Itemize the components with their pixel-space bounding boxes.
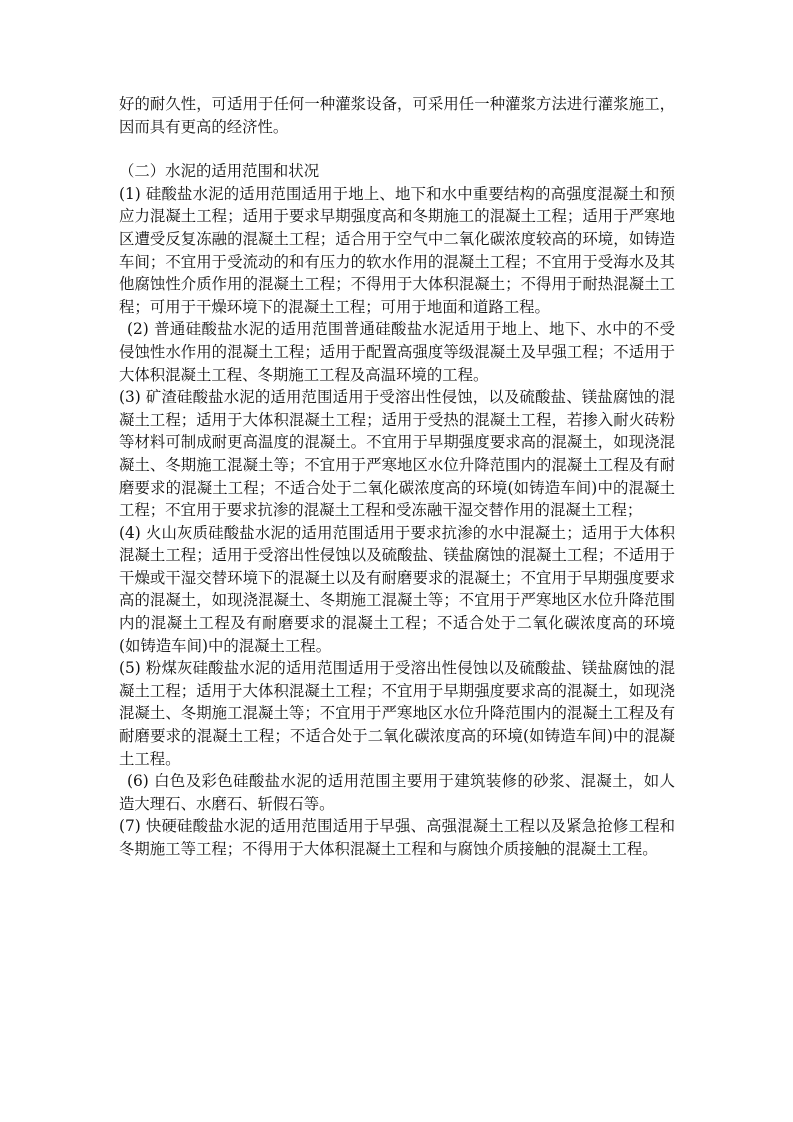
item-2-paragraph: (2) 普通硅酸盐水泥的适用范围普通硅酸盐水泥适用于地上、地下、水中的不受侵蚀性水作用的混凝土工程；适用于配置高强度等级混凝土及早强工程；不适用于大体积混凝土工程、冬期施工工程及高温环境的工程。 (119, 320, 675, 384)
item-6-paragraph: (6) 白色及彩色硅酸盐水泥的适用范围主要用于建筑装修的砂浆、混凝土，如人造大理石、水磨石、斩假石等。 (119, 772, 675, 813)
item-5-paragraph: (5) 粉煤灰硅酸盐水泥的适用范围适用于受溶出性侵蚀以及硫酸盐、镁盐腐蚀的混凝土工程；适用于大体积混凝土工程；不宜用于早期强度要求高的混凝土，如现浇混凝土、冬期施工混凝土等；不宜用于严寒地区水位升降范围内的混凝土工程及有耐磨要求的混凝土工程；不适合处于二氧化碳浓度高的环境(如铸造车间)中的混凝土工程。 (119, 659, 675, 768)
item-4-paragraph: (4) 火山灰质硅酸盐水泥的适用范围适用于要求抗渗的水中混凝土；适用于大体积混凝土工程；适用于受溶出性侵蚀以及硫酸盐、镁盐腐蚀的混凝土工程；不适用于干燥或干湿交替环境下的混凝土以及有耐磨要求的混凝土；不宜用于早期强度要求高的混凝土，如现浇混凝土、冬期施工混凝土等；不宜用于严寒地区水位升降范围内的混凝土工程及有耐磨要求的混凝土工程；不适合处于二氧化碳浓度高的环境(如铸造车间)中的混凝土工程。 (119, 523, 675, 655)
section-heading: （二）水泥的适用范围和状况 (119, 162, 320, 181)
document-page (119, 93, 675, 861)
item-3-paragraph: (3) 矿渣硅酸盐水泥的适用范围适用于受溶出性侵蚀，以及硫酸盐、镁盐腐蚀的混凝土工程；适用于大体积混凝土工程；适用于受热的混凝土工程，若掺入耐火砖粉等材料可制成耐更高温度的混凝土。不宜用于早期强度要求高的混凝土，如现浇混凝土、冬期施工混凝土等；不宜用于严寒地区水位升降范围内的混凝土工程及有耐磨要求的混凝土工程；不适合处于二氧化碳浓度高的环境(如铸造车间)中的混凝土工程；不宜用于要求抗渗的混凝土工程和受冻融干湿交替作用的混凝土工程； (119, 388, 675, 520)
item-7-paragraph: (7) 快硬硅酸盐水泥的适用范围适用于早强、高强混凝土工程以及紧急抢修工程和冬期施工等工程；不得用于大体积混凝土工程和与腐蚀介质接触的混凝土工程。 (119, 817, 675, 858)
item-1-paragraph: (1) 硅酸盐水泥的适用范围适用于地上、地下和水中重要结构的高强度混凝土和预应力混凝土工程；适用于要求早期强度高和冬期施工的混凝土工程；适用于严寒地区遭受反复冻融的混凝土工程；适合用于空气中二氧化碳浓度较高的环境，如铸造车间；不宜用于受流动的和有压力的软水作用的混凝土工程；不宜用于受海水及其他腐蚀性介质作用的混凝土工程；不得用于大体积混凝土；不得用于耐热混凝土工程；可用于干燥环境下的混凝土工程；可用于地面和道路工程。 (119, 184, 675, 316)
intro-paragraph: 好的耐久性，可适用于任何一种灌浆设备，可采用任一种灌浆方法进行灌浆施工，因而具有更高的经济性。 (119, 95, 675, 136)
